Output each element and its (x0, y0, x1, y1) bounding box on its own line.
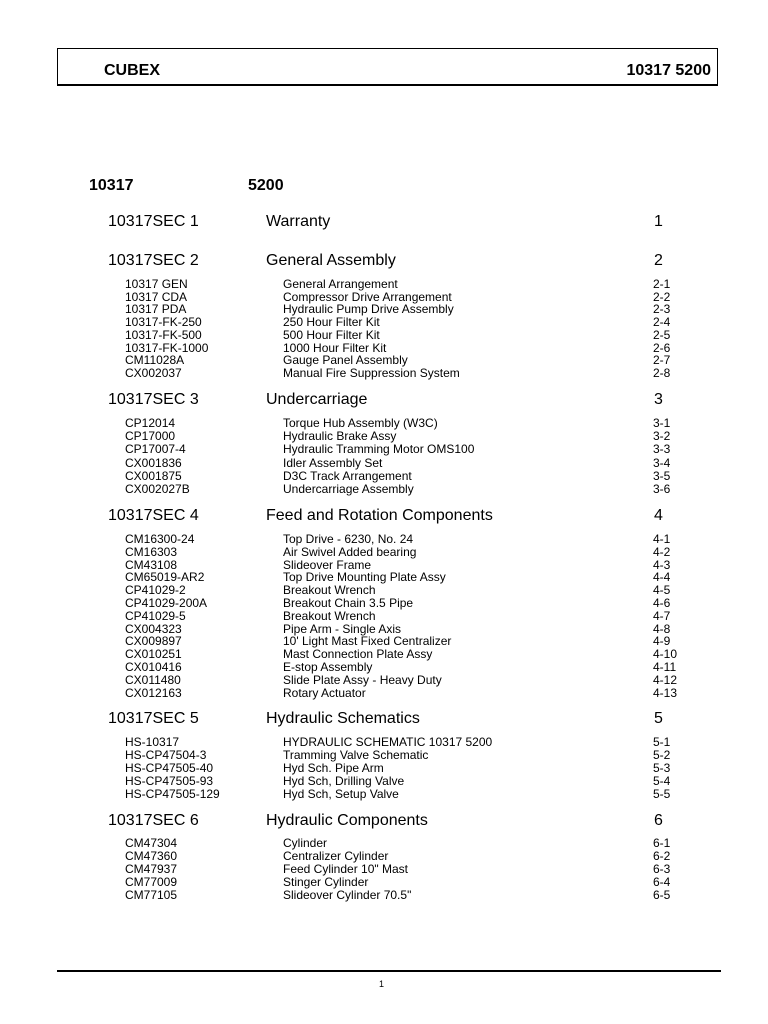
section-code: 10317SEC 6 (108, 812, 199, 829)
entry-desc: Torque Hub Assembly (W3C) (283, 416, 438, 430)
toc-entry (0, 775, 768, 788)
entry-code: CX010416 (125, 660, 182, 674)
entry-code: 10317-FK-250 (125, 315, 202, 330)
entry-num: 5-1 (653, 735, 671, 749)
section-code: 10317SEC 1 (108, 213, 199, 230)
section-code: 10317SEC 2 (108, 252, 199, 269)
entry-num: 5-4 (653, 773, 671, 788)
entry-num: 4-4 (653, 570, 671, 585)
entry-num: 3-6 (653, 482, 671, 496)
entry-desc: Undercarriage Assembly (283, 482, 414, 496)
entry-num: 3-2 (653, 429, 671, 444)
entry-code: CM77009 (125, 874, 178, 889)
entry-desc: Hydraulic Tramming Motor OMS100 (283, 442, 475, 457)
section-heading (0, 710, 768, 730)
section-num: 1 (654, 213, 663, 230)
entry-code: CX001875 (125, 468, 182, 483)
toc-entry (0, 430, 768, 443)
entry-num: 2-8 (653, 365, 671, 380)
entry-code: HS-CP47505-129 (125, 786, 220, 801)
entry-num: 4-8 (653, 621, 671, 636)
section-heading (0, 213, 768, 233)
entry-code: CX012163 (125, 685, 182, 700)
entry-desc: 10' Light Mast Fixed Centralizer (283, 634, 452, 649)
entry-code: CM47304 (125, 836, 178, 850)
entry-num: 5-3 (653, 760, 671, 775)
toc-entry (0, 889, 768, 902)
toc-entry (0, 788, 768, 801)
section-num: 6 (654, 812, 663, 829)
entry-desc: Pipe Arm - Single Axis (283, 621, 402, 636)
entry-num: 4-6 (653, 596, 671, 610)
entry-desc: Breakout Chain 3.5 Pipe (283, 596, 414, 610)
entry-desc: Top Drive Mounting Plate Assy (283, 570, 446, 585)
entry-code: 10317-FK-1000 (125, 340, 209, 355)
entry-code: HS-CP47505-93 (125, 773, 214, 788)
entry-code: 10317 PDA (125, 302, 187, 317)
entry-code: CP41029-5 (125, 608, 186, 623)
entry-num: 6-5 (653, 887, 671, 902)
entry-desc: Hyd Sch. Pipe Arm (283, 760, 384, 775)
entry-desc: General Arrangement (283, 277, 398, 291)
entry-desc: Feed Cylinder 10" Mast (283, 861, 408, 876)
entry-desc: Slideover Cylinder 70.5" (283, 887, 412, 902)
header-doc-number: 10317 5200 (626, 62, 711, 79)
entry-code: CP41029-200A (125, 596, 208, 610)
section-num: 4 (654, 507, 663, 524)
entry-desc: Compressor Drive Arrangement (283, 289, 452, 304)
entry-num: 4-3 (653, 557, 671, 572)
entry-num: 4-1 (653, 532, 671, 546)
section-code: 10317SEC 4 (108, 507, 199, 524)
section-num: 3 (654, 391, 663, 408)
entry-code: CM77105 (125, 887, 178, 902)
entry-code: CP12014 (125, 416, 176, 430)
toc-entry (0, 329, 768, 342)
entry-desc: Breakout Wrench (283, 608, 376, 623)
section-num: 2 (654, 252, 663, 269)
entry-desc: Air Swivel Added bearing (283, 544, 417, 559)
section-heading (0, 391, 768, 411)
entry-num: 4-9 (653, 634, 671, 649)
entry-num: 4-11 (653, 660, 677, 674)
section-title: General Assembly (266, 252, 396, 269)
section-title: Hydraulic Components (266, 812, 428, 829)
entry-num: 6-3 (653, 861, 671, 876)
entry-code: CX001836 (125, 455, 182, 470)
document-header (57, 48, 718, 86)
toc-entry (0, 687, 768, 700)
entry-desc: D3C Track Arrangement (283, 468, 412, 483)
entry-desc: Slide Plate Assy - Heavy Duty (283, 672, 442, 687)
entry-num: 5-5 (653, 786, 671, 801)
entry-num: 3-3 (653, 442, 671, 457)
entry-num: 4-12 (653, 672, 678, 687)
entry-desc: Rotary Actuator (283, 685, 366, 700)
entry-desc: HYDRAULIC SCHEMATIC 10317 5200 (283, 735, 493, 749)
entry-code: 10317 CDA (125, 289, 188, 304)
entry-desc: Hyd Sch, Drilling Valve (283, 773, 405, 788)
footer-divider (57, 970, 721, 972)
entry-code: 10317 GEN (125, 277, 188, 291)
toc-entry (0, 483, 768, 496)
section-code: 10317SEC 5 (108, 710, 199, 727)
entry-num: 6-4 (653, 874, 671, 889)
entry-desc: Centralizer Cylinder (283, 848, 389, 863)
entry-desc: Gauge Panel Assembly (283, 353, 408, 368)
entry-code: CP17000 (125, 429, 176, 444)
entry-num: 3-4 (653, 455, 671, 470)
section-title: Feed and Rotation Components (266, 507, 493, 524)
entry-code: HS-CP47504-3 (125, 747, 207, 762)
entry-code: CX002037 (125, 365, 182, 380)
toc-entry (0, 367, 768, 380)
entry-num: 5-2 (653, 747, 671, 762)
entry-desc: Cylinder (283, 836, 328, 850)
section-heading (0, 252, 768, 272)
entry-desc: E-stop Assembly (283, 660, 373, 674)
toc-entry (0, 457, 768, 470)
toc-entry (0, 443, 768, 456)
toc-entry (0, 876, 768, 889)
entry-num: 2-3 (653, 302, 671, 317)
entry-num: 4-2 (653, 544, 671, 559)
doc-title-number: 10317 (89, 177, 134, 194)
section-title: Hydraulic Schematics (266, 710, 420, 727)
toc-entry (0, 610, 768, 623)
entry-num: 4-7 (653, 608, 671, 623)
section-num: 5 (654, 710, 663, 727)
entry-code: CX009897 (125, 634, 182, 649)
entry-desc: 250 Hour Filter Kit (283, 315, 380, 330)
entry-desc: 1000 Hour Filter Kit (283, 340, 387, 355)
entry-num: 2-5 (653, 327, 671, 342)
entry-num: 2-6 (653, 340, 671, 355)
entry-code: CM65019-AR2 (125, 570, 205, 585)
toc-entry (0, 863, 768, 876)
entry-code: CM47360 (125, 848, 178, 863)
toc-entry (0, 850, 768, 863)
entry-num: 2-7 (653, 353, 671, 368)
entry-code: CX002027B (125, 482, 190, 496)
entry-desc: Slideover Frame (283, 557, 372, 572)
entry-num: 6-2 (653, 848, 671, 863)
entry-num: 4-5 (653, 583, 671, 598)
entry-num: 2-1 (653, 277, 671, 291)
entry-desc: Hydraulic Brake Assy (283, 429, 397, 444)
doc-title-model: 5200 (248, 177, 284, 194)
entry-num: 2-4 (653, 315, 671, 330)
entry-num: 2-2 (653, 289, 671, 304)
section-heading (0, 507, 768, 527)
entry-code: CM16303 (125, 544, 178, 559)
section-title: Warranty (266, 213, 331, 230)
entry-code: CP17007-4 (125, 442, 186, 457)
toc-entry (0, 762, 768, 775)
entry-desc: Tramming Valve Schematic (283, 747, 429, 762)
entry-code: HS-CP47505-40 (125, 760, 214, 775)
entry-desc: Top Drive - 6230, No. 24 (283, 532, 414, 546)
section-code: 10317SEC 3 (108, 391, 199, 408)
entry-desc: Mast Connection Plate Assy (283, 647, 433, 662)
entry-desc: Idler Assembly Set (283, 455, 383, 470)
entry-desc: Hyd Sch, Setup Valve (283, 786, 399, 801)
entry-code: 10317-FK-500 (125, 327, 202, 342)
entry-code: CM47937 (125, 861, 178, 876)
toc-entry (0, 749, 768, 762)
entry-num: 4-13 (653, 685, 678, 700)
page-number: 1 (379, 979, 385, 989)
toc-entry (0, 417, 768, 430)
entry-num: 4-10 (653, 647, 678, 662)
toc-entry (0, 674, 768, 687)
entry-desc: Manual Fire Suppression System (283, 365, 460, 380)
section-heading (0, 812, 768, 832)
entry-code: CM11028A (125, 353, 185, 368)
entry-num: 6-1 (653, 836, 671, 850)
entry-code: CM43108 (125, 557, 178, 572)
entry-desc: Hydraulic Pump Drive Assembly (283, 302, 454, 317)
toc-entry (0, 470, 768, 483)
entry-desc: Stinger Cylinder (283, 874, 369, 889)
entry-desc: 500 Hour Filter Kit (283, 327, 380, 342)
entry-desc: Breakout Wrench (283, 583, 376, 598)
toc-entry (0, 546, 768, 559)
entry-code: CP41029-2 (125, 583, 186, 598)
section-title: Undercarriage (266, 391, 368, 408)
entry-code: CX010251 (125, 647, 182, 662)
brand-name: CUBEX (104, 62, 161, 79)
entry-code: HS-10317 (125, 735, 180, 749)
entry-num: 3-1 (653, 416, 671, 430)
entry-code: CX004323 (125, 621, 182, 636)
entry-code: CM16300-24 (125, 532, 195, 546)
entry-num: 3-5 (653, 468, 671, 483)
entry-code: CX011480 (125, 672, 181, 687)
